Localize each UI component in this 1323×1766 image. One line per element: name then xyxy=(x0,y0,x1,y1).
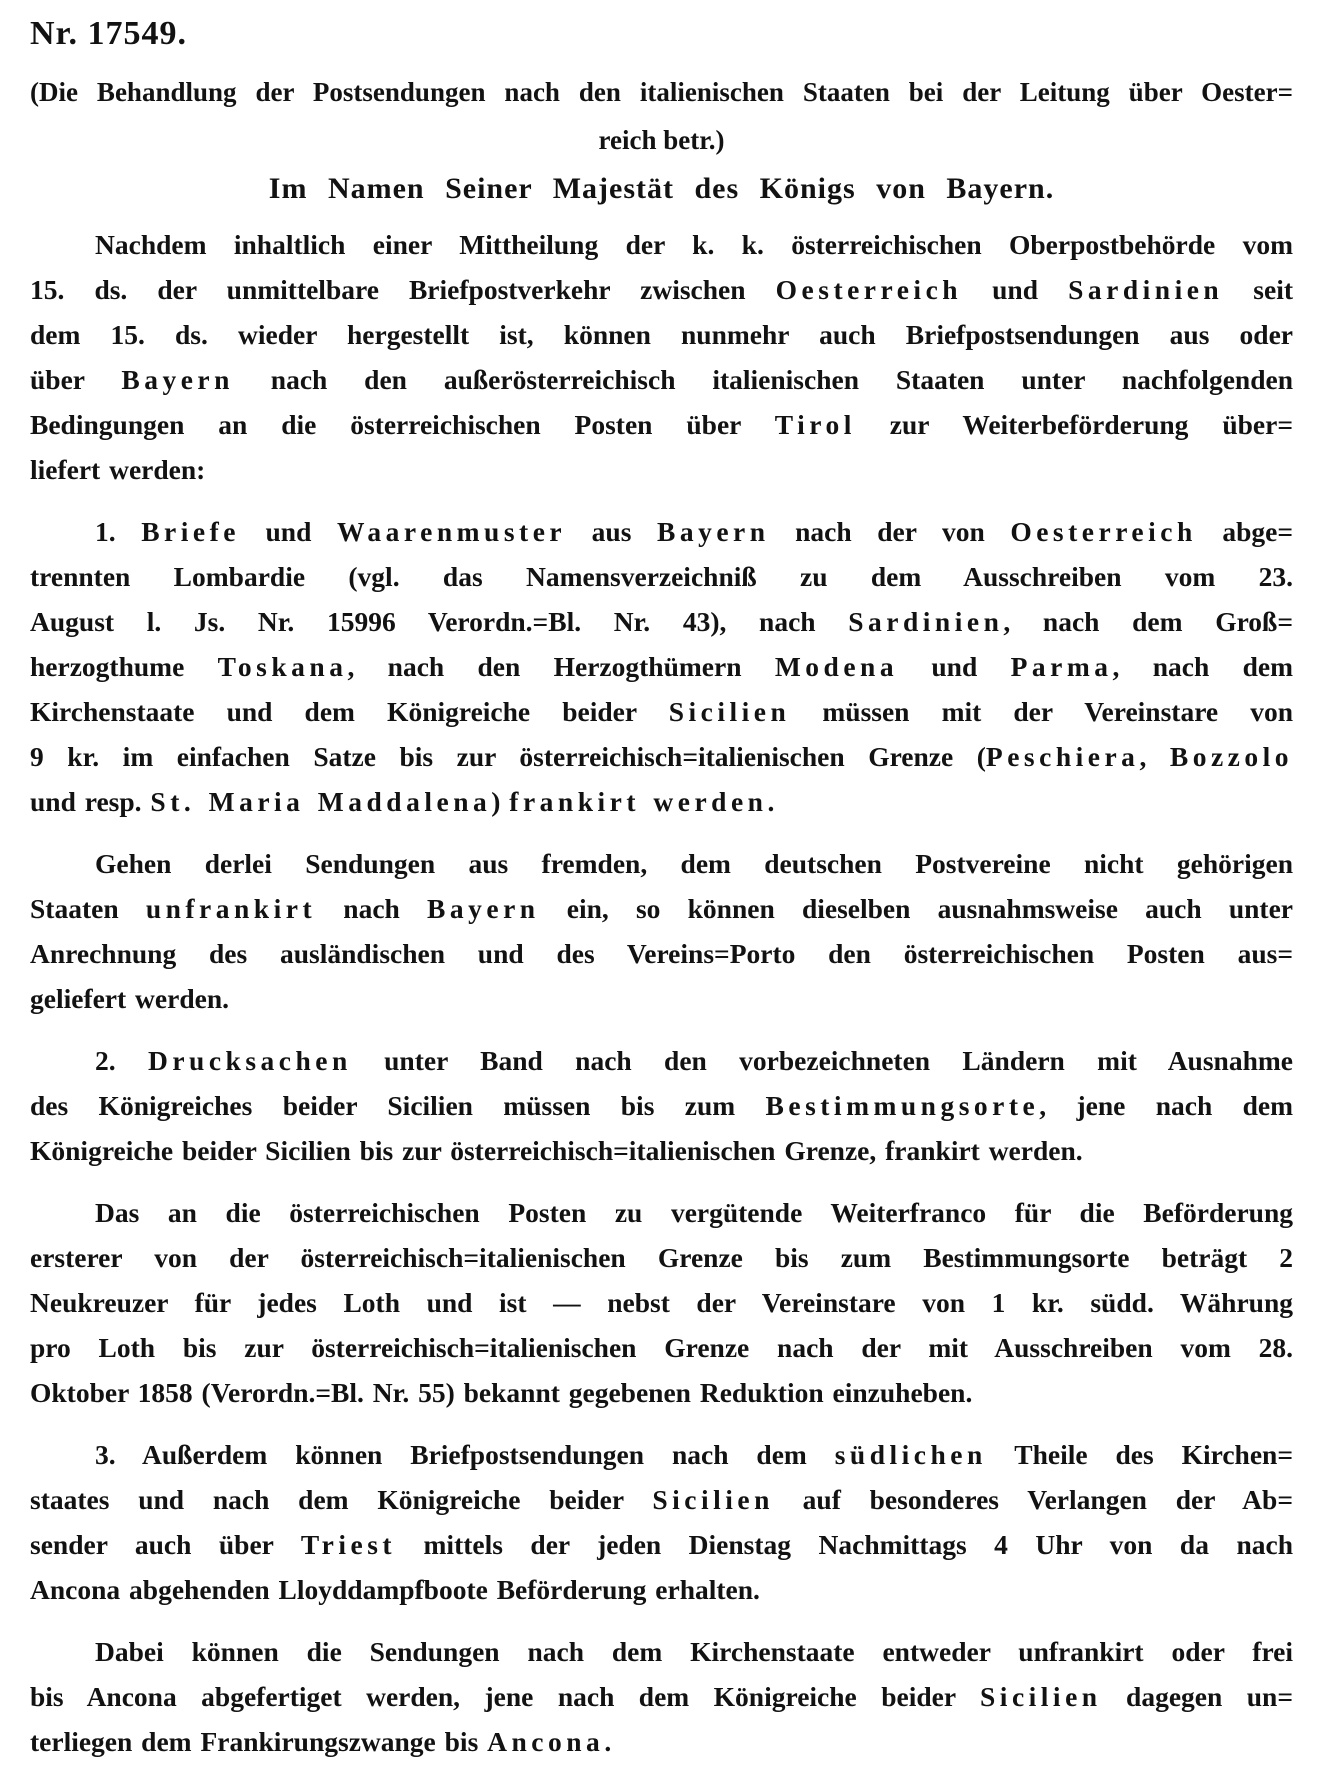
text-line: 15. ds. der unmittelbare Briefpostverkehr zwischen Oesterreich und Sardinien seit xyxy=(30,274,1293,305)
emphasized-text: Ancona xyxy=(487,1726,605,1757)
subject-line: reich betr.) xyxy=(598,125,725,155)
text-line: Gehen derlei Sendungen aus fremden, dem deutschen Postvereine nicht gehörigen xyxy=(95,848,1293,879)
paragraph xyxy=(30,841,1293,1021)
text-line: geliefert werden. xyxy=(30,983,229,1014)
text-line: liefert werden: xyxy=(30,454,206,485)
text-line: und resp. St. Maria Maddalena) frankirt werden. xyxy=(30,786,775,817)
text-line: trennten Lombardie (vgl. das Namensverzeichniß zu dem Ausschreiben vom 23. xyxy=(30,561,1293,592)
emphasized-text: Sardinien xyxy=(848,606,1004,637)
text-line: dem 15. ds. wieder hergestellt ist, können nunmehr auch Briefpostsendungen aus oder xyxy=(30,319,1293,350)
text-line: Bedingungen an die österreichischen Posten über Tirol zur Weiterbeförderung über= xyxy=(30,409,1293,440)
paragraph xyxy=(30,1038,1293,1173)
emphasized-text: Bayern xyxy=(427,893,540,924)
paragraph xyxy=(30,509,1293,824)
document-number: Nr. 17549. xyxy=(30,15,188,52)
emphasized-text: südlichen xyxy=(834,1439,987,1470)
text-line: August l. Js. Nr. 15996 Verordn.=Bl. Nr. 43), nach Sardinien, nach dem Groß= xyxy=(30,606,1294,637)
text-line: sender auch über Triest mittels der jeden Dienstag Nachmittags 4 Uhr von da nach xyxy=(30,1529,1293,1560)
subject-line: (Die Behandlung der Postsendungen nach den italienischen Staaten bei der Leitung über Oester= xyxy=(30,77,1293,107)
emphasized-text: St. Maria Maddalena xyxy=(150,786,492,817)
text-line: 9 kr. im einfachen Satze bis zur österreichisch=italienischen Grenze (Peschiera, Bozzolo xyxy=(30,741,1294,772)
text-line: Das an die österreichischen Posten zu vergütende Weiterfranco für die Beförderung xyxy=(95,1197,1293,1228)
emphasized-text: Bayern xyxy=(121,364,234,395)
text-line: Kirchenstaate und dem Königreiche beider Sicilien müssen mit der Vereinstare von xyxy=(30,696,1293,727)
text-line: bis Ancona abgefertiget werden, jene nach dem Königreiche beider Sicilien dagegen un= xyxy=(30,1681,1293,1712)
paragraph xyxy=(30,1190,1293,1415)
emphasized-text: Oesterreich xyxy=(1010,516,1197,547)
text-line: 2. Drucksachen unter Band nach den vorbezeichneten Ländern mit Ausnahme xyxy=(95,1045,1293,1076)
text-line: Staaten unfrankirt nach Bayern ein, so können dieselben ausnahmsweise auch unter xyxy=(30,893,1293,924)
text-line: terliegen dem Frankirungszwange bis Ancona. xyxy=(30,1726,612,1757)
text-line: 3. Außerdem können Briefpostsendungen nach dem südlichen Theile des Kirchen= xyxy=(95,1439,1293,1470)
emphasized-text: Drucksachen xyxy=(147,1045,352,1076)
emphasized-text: Sicilien xyxy=(980,1681,1102,1712)
text-line: herzogthume Toskana, nach den Herzogthümern Modena und Parma, nach dem xyxy=(30,651,1293,682)
text-line: Anrechnung des ausländischen und des Vereins=Porto den österreichischen Posten aus= xyxy=(30,938,1293,969)
emphasized-text: Peschiera xyxy=(985,741,1140,772)
emphasized-text: Sardinien xyxy=(1068,274,1224,305)
emphasized-text: Bozzolo xyxy=(1169,741,1294,772)
document-subject xyxy=(30,68,1293,164)
emphasized-text: Toskana xyxy=(217,651,348,682)
text-line: Neukreuzer für jedes Loth und ist — nebst der Vereinstare von 1 kr. südd. Währung xyxy=(30,1287,1293,1318)
paragraph xyxy=(30,222,1293,492)
text-line: staates und nach dem Königreiche beider Sicilien auf besonderes Verlangen der Ab= xyxy=(30,1484,1294,1515)
emphasized-text: Bayern xyxy=(656,516,770,547)
text-line: 1. Briefe und Waarenmuster aus Bayern nach der von Oesterreich abge= xyxy=(95,516,1293,547)
text-line: Königreiche beider Sicilien bis zur österreichisch=italienischen Grenze, frankirt werden. xyxy=(30,1135,1083,1166)
text-line: pro Loth bis zur österreichisch=italienischen Grenze nach der mit Ausschreiben vom 28. xyxy=(30,1332,1293,1363)
text-line: über Bayern nach den außerösterreichisch italienischen Staaten unter nachfolgenden xyxy=(30,364,1293,395)
text-line: des Königreiches beider Sicilien müssen bis zum Bestimmungsorte, jene nach dem xyxy=(30,1090,1293,1121)
text-line: Oktober 1858 (Verordn.=Bl. Nr. 55) bekannt gegebenen Reduktion einzuheben. xyxy=(30,1377,973,1408)
invocation-heading: Im Namen Seiner Majestät des Königs von Bayern. xyxy=(268,172,1055,205)
text-line: Nachdem inhaltlich einer Mittheilung der k. k. österreichischen Oberpostbehörde vom xyxy=(95,229,1293,260)
emphasized-text: Triest xyxy=(300,1529,397,1560)
emphasized-text: Tirol xyxy=(774,409,856,440)
emphasized-text: Waarenmuster xyxy=(336,516,567,547)
document-body xyxy=(30,222,1293,1764)
text-line: Ancona abgehenden Lloyddampfboote Beförderung erhalten. xyxy=(30,1574,760,1605)
text-line: ersterer von der österreichisch=italienischen Grenze bis zum Bestimmungsorte beträgt 2 xyxy=(30,1242,1293,1273)
emphasized-text: unfrankirt xyxy=(145,893,317,924)
emphasized-text: Sicilien xyxy=(668,696,791,727)
emphasized-text: Modena xyxy=(774,651,899,682)
emphasized-text: Bestimmungsorte xyxy=(765,1090,1040,1121)
paragraph xyxy=(30,1629,1293,1764)
paragraph xyxy=(30,1432,1293,1612)
text-line: Dabei können die Sendungen nach dem Kirchenstaate entweder unfrankirt oder frei xyxy=(95,1636,1293,1667)
emphasized-text: Parma xyxy=(1010,651,1113,682)
emphasized-text: frankirt werden xyxy=(509,786,768,817)
emphasized-text: Briefe xyxy=(141,516,240,547)
emphasized-text: Sicilien xyxy=(652,1484,774,1515)
emphasized-text: Oesterreich xyxy=(775,274,963,305)
